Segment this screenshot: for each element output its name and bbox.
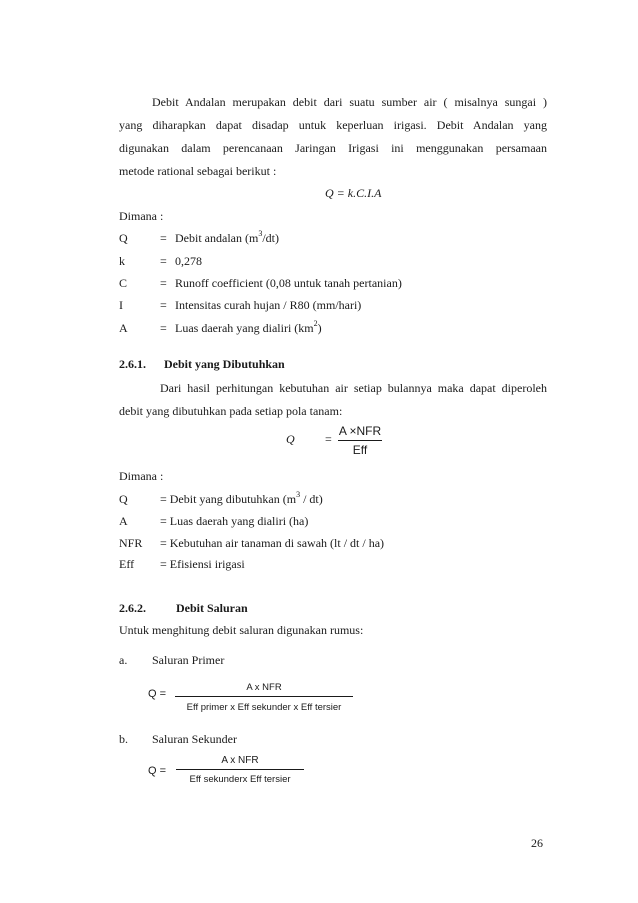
def-description: Runoff coefficient (0,08 untuk tanah pertanian) [175,276,402,290]
def-symbol: Q [119,492,128,506]
formula-lhs: Q [286,432,295,446]
def-equals: = [160,276,167,290]
paragraph-line: Dari hasil perhitungan kebutuhan air setiap bulannya maka dapat diperoleh [160,381,547,395]
section-number: 2.6.1. [119,357,146,371]
def-symbol: A [119,321,128,335]
section-intro: Untuk menghitung debit saluran digunakan rumus: [119,623,364,637]
paragraph-line: digunakan dalam perencanaan Jaringan Irigasi ini menggunakan persamaan [119,141,547,155]
def-description: = Kebutuhan air tanaman di sawah (lt / dt / ha) [160,536,385,550]
def-symbol: Q [119,231,128,245]
paragraph-line: Debit Andalan merupakan debit dari suatu sumber air ( misalnya sungai ) [152,95,547,109]
section-title: Debit yang Dibutuhkan [164,357,285,371]
def-symbol: Eff [119,557,135,571]
formula-denominator: Eff [352,443,368,457]
list-label: Saluran Sekunder [152,732,237,746]
def-description: Debit andalan $(m^3/dt)$ [175,229,279,245]
def-equals: = [160,231,167,245]
formula-numerator: A x NFR [246,682,282,693]
def-equals: = [160,321,167,335]
def-symbol: k [119,254,125,268]
def-symbol: C [119,276,128,290]
def-equals: = [160,254,167,268]
list-letter: b. [119,732,128,746]
def-symbol: NFR [119,536,143,550]
def-description: = Luas daerah yang dialiri (ha) [160,514,309,528]
def-description: Intensitas curah hujan / R80 (mm/hari) [175,298,362,312]
rational-formula: Q = k.C.I.A [325,186,382,200]
formula-denominator: Eff primer x Eff sekunder x Eff tersier [186,702,342,713]
formula-equals: = [325,432,332,446]
paragraph-line: yang diharapkan dapat disadap untuk keperluan irigasi. Debit Andalan yang [119,118,547,132]
formula-numerator: A x NFR [221,755,259,766]
paragraph-line: debit yang dibutuhkan pada setiap pola tanam: [119,404,343,418]
formula-numerator: A ×NFR [338,424,382,438]
list-letter: a. [119,653,128,667]
formula-denominator: Eff sekunderx Eff tersier [189,774,291,785]
def-description: Luas daerah yang dialiri $(km^2)$ [175,319,322,335]
def-description: = Debit yang dibutuhkan $(m^3 / dt)$ [160,490,323,506]
def-description: = Efisiensi irigasi [160,557,245,571]
where-label: Dimana : [119,209,164,223]
paragraph-line: metode rational sebagai berikut : [119,164,277,178]
list-label: Saluran Primer [152,653,225,667]
formula-lhs: Q = [148,688,167,700]
fraction-bar [175,696,353,697]
formula-lhs: Q = [148,765,167,777]
section-title: Debit Saluran [176,601,248,615]
def-symbol: A [119,514,128,528]
section-number: 2.6.2. [119,601,146,615]
def-equals: = [160,298,167,312]
fraction-bar [338,440,382,441]
where-label: Dimana : [119,469,164,483]
def-description: 0,278 [175,254,202,268]
fraction-bar [176,769,304,770]
page-number: 26 [531,836,543,850]
def-symbol: I [119,298,123,312]
